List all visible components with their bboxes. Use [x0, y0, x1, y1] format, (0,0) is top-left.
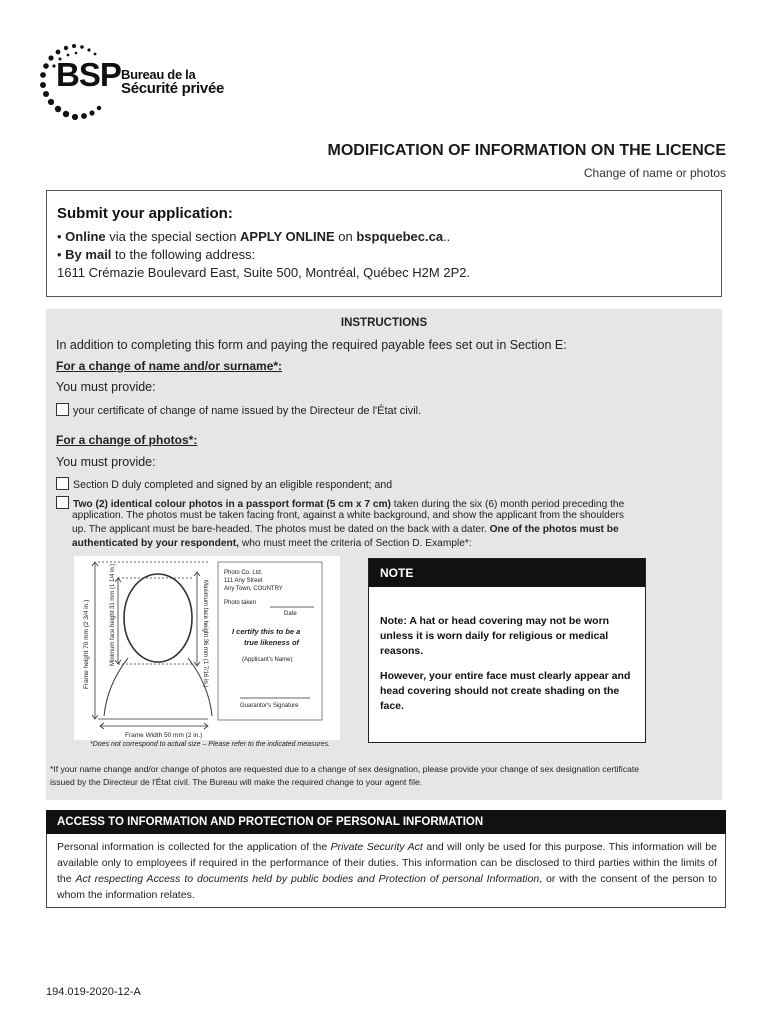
note-paragraph-2: However, your entire face must clearly appear and head covering should not create shading on the face. — [380, 670, 631, 712]
sex-designation-footnote-line1: *If your name change and/or change of photos are requested due to a change of sex designation, please provide your change of sex designation certificate — [50, 764, 640, 774]
instructions-heading: INSTRUCTIONS — [340, 317, 428, 329]
frame-height-label: Frame height 70 mm (2 3/4 in.) — [83, 599, 90, 689]
mailing-address: 1611 Crémazie Boulevard East, Suite 500, Montréal, Québec H2M 2P2. — [57, 265, 471, 280]
form-number: 194.019-2020-12-A — [46, 986, 141, 998]
frame-width-label: Frame Width 50 mm (2 in.) — [125, 732, 203, 739]
photo-change-heading: For a change of photos*: — [56, 433, 198, 447]
guarantor-signature-label: Guarantor's Signature — [240, 703, 299, 709]
bsp-logo — [38, 42, 238, 124]
diagram-footnote: *Does not correspond to actual size – Please refer to the indicated measures. — [90, 741, 331, 748]
certify-line1: I certify this to be a — [232, 627, 301, 636]
photos-item-line2: application. The photos must be taken facing front, against a white background, and show the applicant from the shoulders — [72, 510, 624, 521]
submit-mail-line: • By mail to the following address: — [57, 247, 256, 262]
access-info-text: Personal information is collected for the application of the Private Security Act and will only be used for this purpose. This information will be available only to employees if required in the performance of their duties. This information can be disclosed to third parties within the limits of the Act respecting Access to documents held by public bodies and Protection of personal Information, or with the consent of the person to whom the information relates. — [57, 841, 717, 901]
name-certificate-item: your certificate of change of name issued by the Directeur de l'État civil. — [56, 403, 421, 417]
name-must-provide: You must provide: — [56, 380, 156, 394]
page-subtitle: Change of name or photos — [583, 166, 726, 180]
max-face-height-label: Maximum face height 36 mm (1 7/16 in.) — [202, 580, 208, 688]
note-box — [368, 558, 646, 743]
section-d-item: Section D duly completed and signed by an eligible respondent; and — [56, 477, 392, 491]
studio-name: Photo Co. Ltd. — [224, 570, 263, 576]
photos-item-line1: Two (2) identical colour photos in a passport format (5 cm x 7 cm) taken during the six (6) month period preceding the — [56, 496, 624, 510]
certify-line2: true likeness of — [244, 638, 300, 647]
logo-name-line1: Bureau de la — [121, 67, 196, 82]
min-face-height-label: Minimum face height 31 mm (1 1/4 in.) — [110, 563, 116, 666]
name-change-heading: For a change of name and/or surname*: — [56, 359, 283, 373]
photos-checkbox[interactable] — [56, 496, 69, 509]
submit-application-box — [46, 190, 722, 297]
name-certificate-checkbox[interactable] — [56, 403, 69, 416]
note-header: NOTE — [369, 559, 645, 587]
studio-street: 111 Any Street — [224, 578, 263, 584]
applicant-name-label: (Applicant's Name) — [242, 657, 293, 663]
photo-must-provide: You must provide: — [56, 455, 156, 469]
passport-photo-diagram — [74, 556, 340, 740]
photos-item-line3: up. The applicant must be bare-headed. The photos must be dated on the back with a dater. One of the photos must be — [72, 524, 619, 535]
access-info-box — [46, 834, 726, 908]
bspquebec-link[interactable]: bspquebec.ca — [356, 229, 444, 244]
date-label: Date — [284, 611, 297, 617]
photo-taken-label: Photo taken — [224, 600, 257, 606]
submit-online-line: • Online via the special section APPLY ONLINE on bspquebec.ca.. — [57, 229, 451, 244]
section-d-checkbox[interactable] — [56, 477, 69, 490]
submit-heading: Submit your application: — [57, 205, 233, 222]
note-paragraph-1: Note: A hat or head covering may not be worn unless it is worn daily for religious or medical reasons. — [380, 615, 610, 657]
studio-town: Any Town, COUNTRY — [224, 586, 283, 592]
sex-designation-footnote-line2: issued by the Directeur de l'État civil. The Bureau will make the required change to your agent file. — [50, 777, 423, 787]
access-info-header: ACCESS TO INFORMATION AND PROTECTION OF PERSONAL INFORMATION — [46, 810, 726, 834]
logo-name-line2: Sécurité privée — [121, 80, 225, 97]
photos-item-line4: authenticated by your respondent, who must meet the criteria of Section D. Example*: — [72, 538, 472, 549]
page-title: MODIFICATION OF INFORMATION ON THE LICENCE — [327, 142, 726, 159]
photo-diagram-drawing — [74, 556, 340, 740]
logo-abbreviation: BSP — [56, 56, 121, 93]
instructions-intro: In addition to completing this form and paying the required payable fees set out in Section E: — [56, 338, 567, 352]
